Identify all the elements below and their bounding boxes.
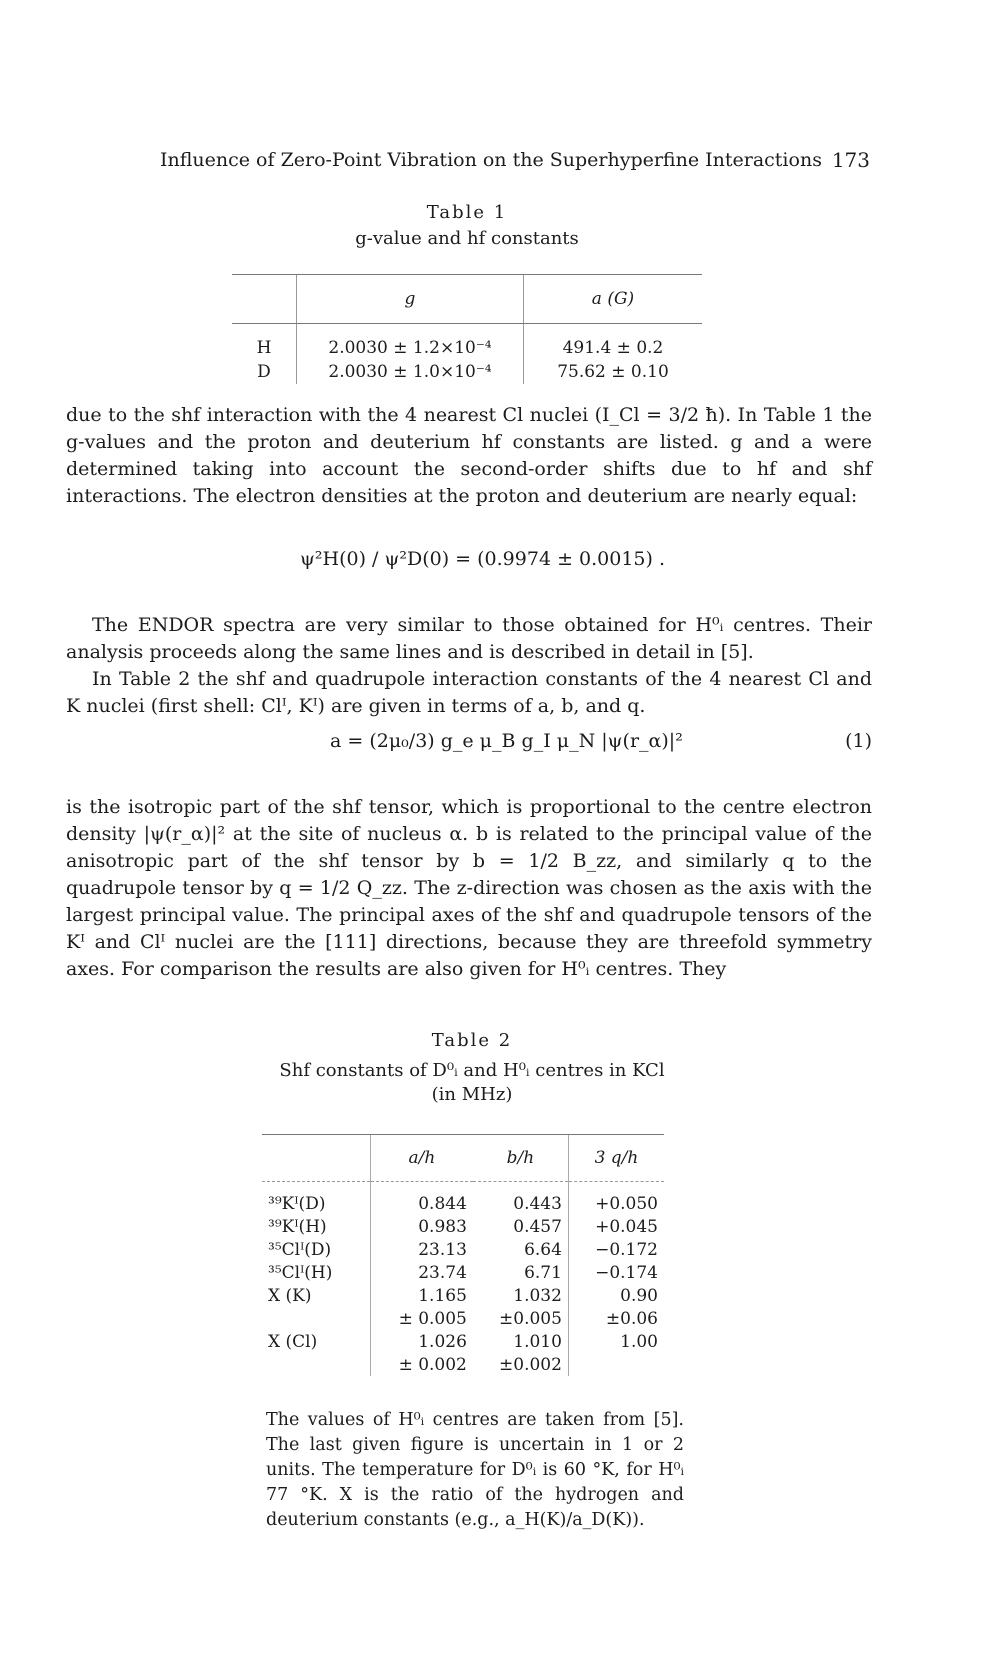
row-label: ³⁵Clᴵ(H) — [268, 1262, 333, 1283]
table-2-header-a: a/h — [371, 1135, 473, 1182]
paragraph-4: is the isotropic part of the shf tensor, which is proportional to the centre electron density |ψ(r_α)|² at the site of nucleus α. b is related to the principal value of the anisotropic part of the shf tensor by b = 1/2 B_zz, and similarly q to the quadrupole tensor by q = 1/2 Q_zz. The z-direction was chosen as the axis with the largest principal value. The principal axes of the shf and quadrupole tensors of the Kᴵ and Clᴵ nuclei are the [111] directions, because they are threefold symmetry axes. For comparison the results are also given for H⁰ᵢ centres. They — [66, 796, 872, 980]
q-value: +0.045 — [568, 1215, 664, 1238]
a-value: 0.983 — [371, 1215, 473, 1238]
a-value: ± 0.002 — [371, 1353, 473, 1376]
a-value: 0.844 — [371, 1182, 473, 1216]
q-value: +0.050 — [568, 1182, 664, 1216]
q-value: −0.174 — [568, 1261, 664, 1284]
row-label: D — [257, 362, 271, 382]
a-value: 23.13 — [371, 1238, 473, 1261]
g-value: 2.0030 ± 1.0×10⁻⁴ — [297, 360, 524, 384]
row-label — [262, 1307, 371, 1330]
table-row — [262, 1182, 664, 1216]
table-row — [262, 1215, 664, 1238]
table-row — [262, 1307, 664, 1330]
paragraph-1: due to the shf interaction with the 4 nearest Cl nuclei (I_Cl = 3/2 ħ). In Table 1 the g-values and the proton and deuterium hf constants are listed. g and a were determined taking into account the second-order shifts due to hf and shf interactions. The electron densities at the proton and deuterium are nearly equal: — [66, 404, 872, 507]
table-1-header-row — [232, 275, 702, 324]
row-label: ³⁹Kᴵ(H) — [268, 1216, 327, 1237]
table-1-header-g: g — [297, 275, 524, 324]
b-value: ±0.005 — [499, 1308, 562, 1329]
row-label — [262, 1353, 371, 1376]
g-value: 2.0030 ± 1.2×10⁻⁴ — [297, 324, 524, 361]
table-row — [262, 1330, 664, 1353]
b-value: 1.010 — [513, 1331, 562, 1352]
q-value — [568, 1353, 664, 1376]
q-value: 1.00 — [568, 1330, 664, 1353]
a-value: 23.74 — [371, 1261, 473, 1284]
table-row — [232, 324, 702, 361]
b-value: 0.443 — [513, 1193, 562, 1214]
table-row — [232, 360, 702, 384]
b-value: 1.032 — [513, 1285, 562, 1306]
paragraph-2: The ENDOR spectra are very similar to those obtained for H⁰ᵢ centres. Their analysis proceeds along the same lines and is described in detail in [5]. — [66, 614, 872, 663]
row-label: X (K) — [268, 1285, 312, 1306]
a-value: ± 0.005 — [371, 1307, 473, 1330]
b-value: 0.457 — [513, 1216, 562, 1237]
table-1-grid — [232, 274, 702, 384]
table-1-header-empty — [232, 275, 297, 324]
b-value: 6.64 — [524, 1239, 562, 1260]
a-value: 75.62 ± 0.10 — [524, 360, 703, 384]
equation-1: a = (2μ₀/3) g_e μ_B g_I μ_N |ψ(r_α)|² — [330, 730, 683, 752]
q-value: ±0.06 — [568, 1307, 664, 1330]
paragraph-3: In Table 2 the shf and quadrupole interaction constants of the 4 nearest Cl and K nuclei (first shell: Clᴵ, Kᴵ) are given in terms of a, b, and q. — [66, 668, 872, 717]
table-row — [262, 1284, 664, 1307]
table-row — [262, 1353, 664, 1376]
q-value: 0.90 — [568, 1284, 664, 1307]
table-2-header-q: 3 q/h — [568, 1135, 664, 1182]
equation-ratio: ψ²H(0) / ψ²D(0) = (0.9974 ± 0.0015) . — [300, 548, 666, 570]
row-label: H — [256, 338, 272, 358]
a-value: 1.026 — [371, 1330, 473, 1353]
table-2-note: The values of H⁰ᵢ centres are taken from [5]. The last given figure is uncertain in 1 or 2 units. The temperature for D⁰ᵢ is 60 °K, for H⁰ᵢ 77 °K. X is the ratio of the hydrogen and deuterium constants (e.g., a_H(K)/a_D(K)). — [266, 1410, 684, 1530]
a-value: 1.165 — [371, 1284, 473, 1307]
table-2-caption-line1: Shf constants of D⁰ᵢ and H⁰ᵢ centres in KCl — [279, 1060, 665, 1081]
q-value: −0.172 — [568, 1238, 664, 1261]
table-1-header-a: a (G) — [524, 275, 703, 324]
row-label: X (Cl) — [268, 1331, 318, 1352]
table-2-header-empty — [262, 1135, 371, 1182]
row-label: ³⁵Clᴵ(D) — [268, 1239, 332, 1260]
table-2-caption-line2: (in MHz) — [431, 1084, 513, 1105]
equation-1-number: (1) — [845, 730, 872, 752]
table-1-label: Table 1 — [426, 202, 508, 223]
table-row — [262, 1238, 664, 1261]
table-2-grid — [262, 1134, 664, 1376]
table-2-header-b: b/h — [473, 1135, 569, 1182]
table-row — [262, 1261, 664, 1284]
running-title: Influence of Zero-Point Vibration on the Superhyperfine Interactions — [160, 149, 822, 171]
b-value: ±0.002 — [499, 1354, 562, 1375]
table-2-label: Table 2 — [431, 1030, 513, 1051]
page-number: 173 — [831, 148, 870, 172]
a-value: 491.4 ± 0.2 — [524, 324, 703, 361]
table-2-header-row — [262, 1135, 664, 1182]
b-value: 6.71 — [524, 1262, 562, 1283]
table-1-caption: g-value and hf constants — [355, 228, 579, 249]
row-label: ³⁹Kᴵ(D) — [268, 1193, 326, 1214]
